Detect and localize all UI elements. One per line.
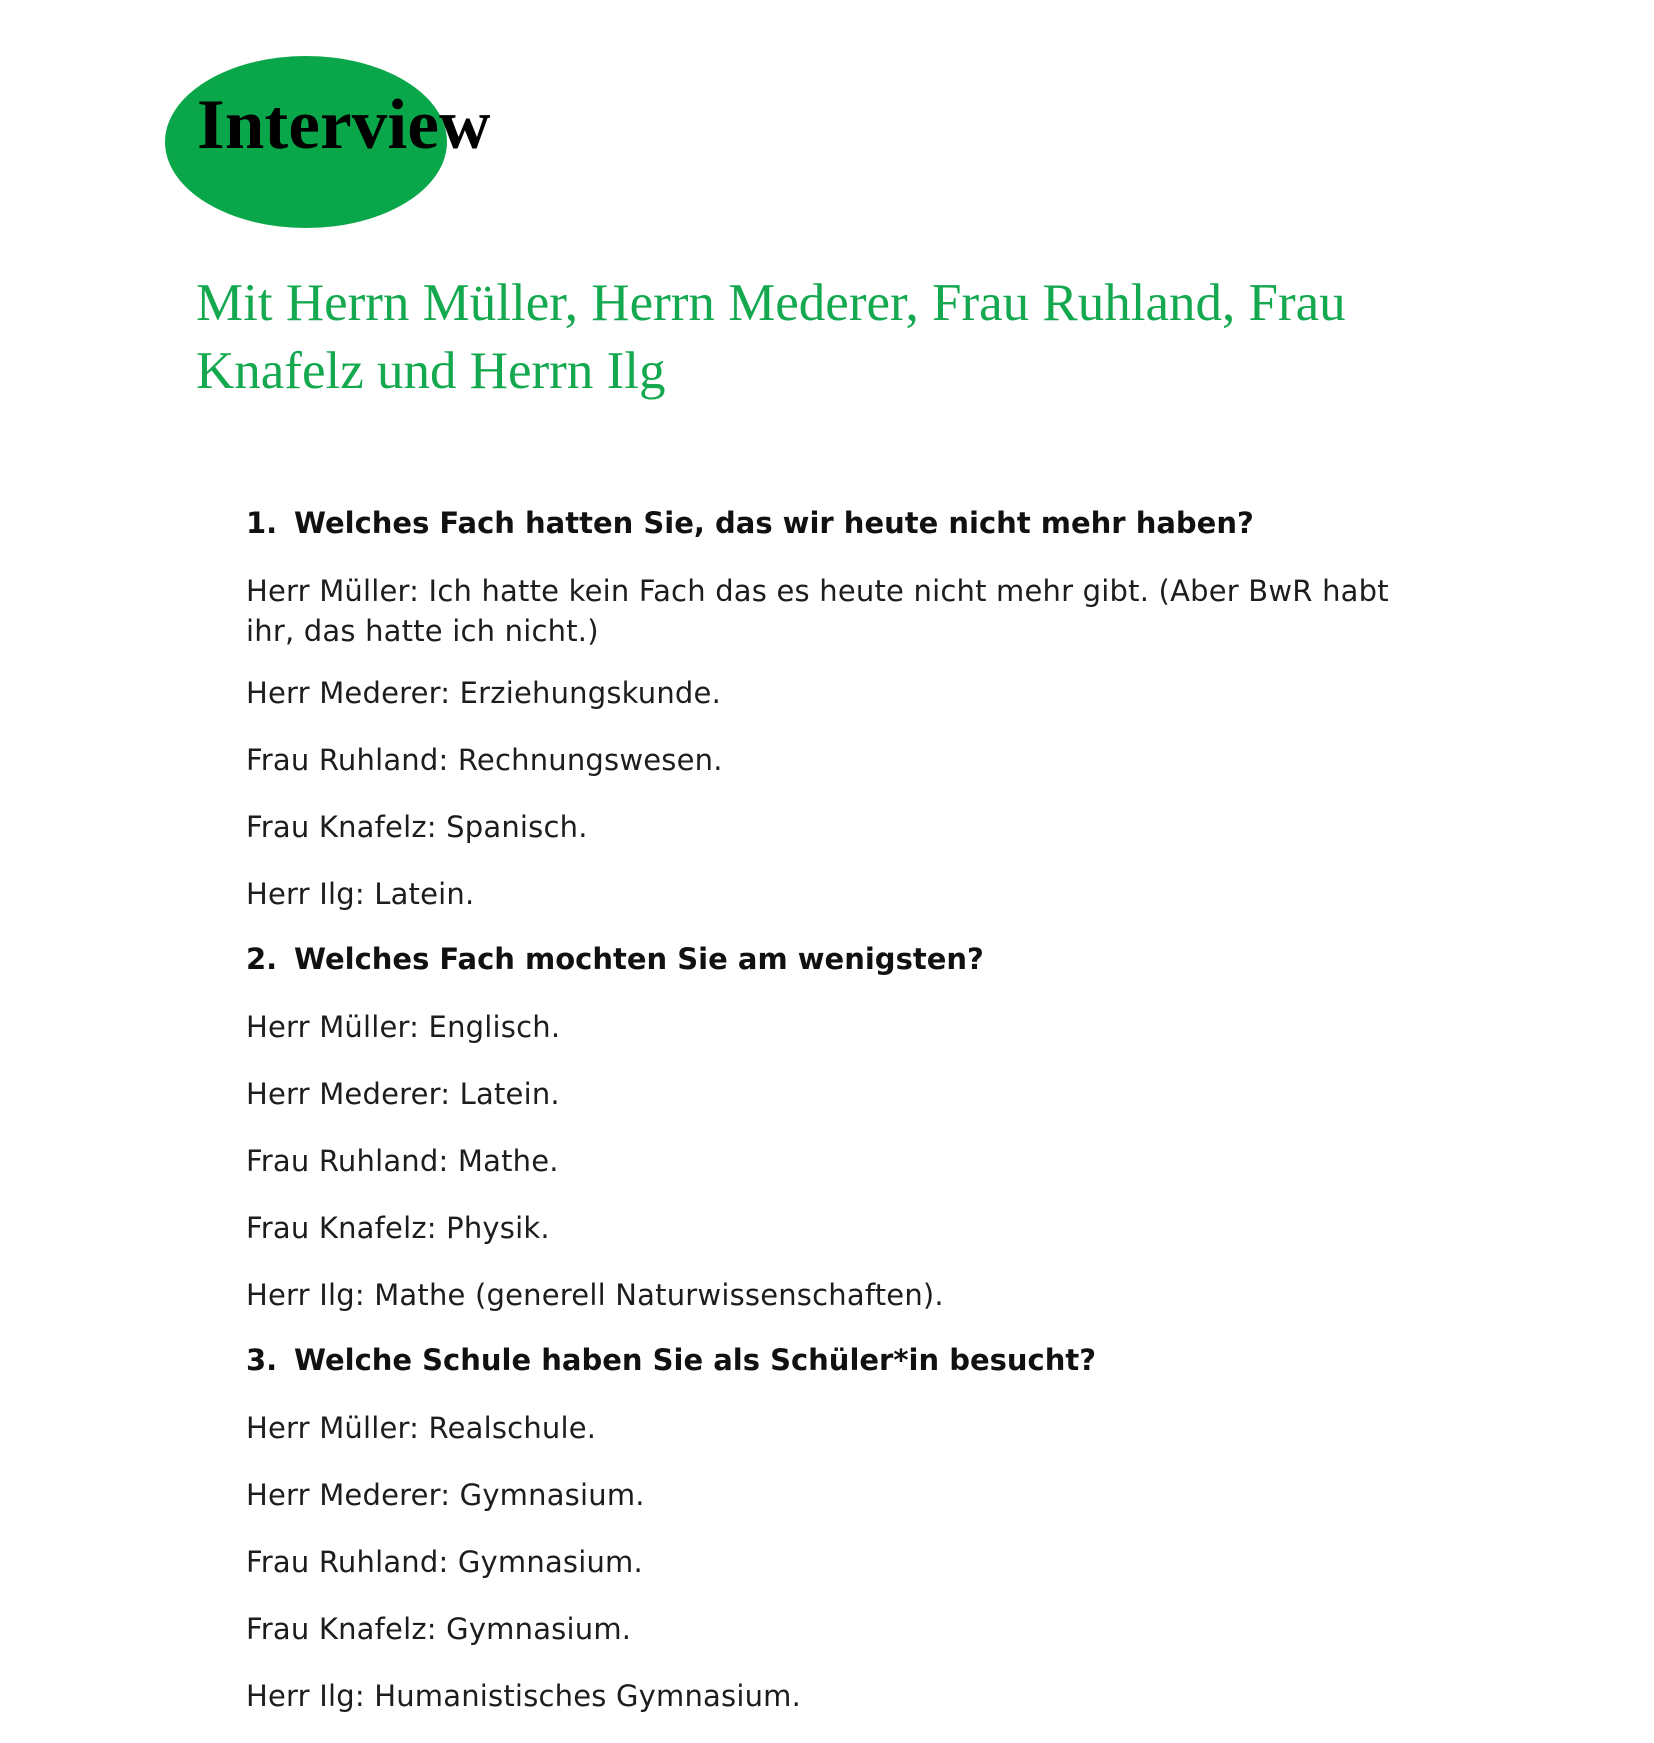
answer-mederer: Herr Mederer: Latein. [246, 1077, 560, 1111]
question-heading-2 [246, 941, 1426, 977]
answer-ruhland: Frau Ruhland: Gymnasium. [246, 1545, 643, 1579]
document-title: Interview [197, 86, 491, 164]
answer-ilg: Herr Ilg: Latein. [246, 877, 475, 911]
question-text: Welches Fach hatten Sie, das wir heute nicht mehr haben? [294, 506, 1254, 540]
answer-ilg: Herr Ilg: Mathe (generell Naturwissenschaften). [246, 1278, 944, 1312]
question-number: 2. [246, 942, 278, 976]
answer-mueller: Herr Müller: Ich hatte kein Fach das es heute nicht mehr gibt. (Aber BwR habt ihr, das hatte ich nicht.) [246, 574, 1389, 648]
question-heading-3 [246, 1342, 1426, 1378]
question-text: Welche Schule haben Sie als Schüler*in besucht? [294, 1343, 1097, 1377]
interviewees-subtitle: Mit Herrn Müller, Herrn Mederer, Frau Ruhland, Frau Knafelz und Herrn Ilg [196, 274, 1346, 400]
answer-ilg: Herr Ilg: Humanistisches Gymnasium. [246, 1679, 802, 1713]
answer-ruhland: Frau Ruhland: Mathe. [246, 1144, 559, 1178]
answer-mederer: Herr Mederer: Gymnasium. [246, 1478, 645, 1512]
answer-mueller: Herr Müller: Realschule. [246, 1411, 597, 1445]
question-number: 3. [246, 1343, 278, 1377]
answer-ruhland: Frau Ruhland: Rechnungswesen. [246, 743, 723, 777]
answer-knafelz: Frau Knafelz: Physik. [246, 1211, 550, 1245]
answer-knafelz: Frau Knafelz: Spanisch. [246, 810, 588, 844]
answer-mueller: Herr Müller: Englisch. [246, 1010, 561, 1044]
answer-knafelz: Frau Knafelz: Gymnasium. [246, 1612, 632, 1646]
question-block-2 [246, 941, 1426, 1315]
question-heading-1 [246, 505, 1426, 541]
title-area [165, 56, 525, 228]
interview-content [246, 505, 1426, 1743]
question-text: Welches Fach mochten Sie am wenigsten? [294, 942, 984, 976]
question-block-3 [246, 1342, 1426, 1716]
answer-mederer: Herr Mederer: Erziehungskunde. [246, 676, 721, 710]
question-number: 1. [246, 506, 278, 540]
question-block-1 [246, 505, 1426, 914]
